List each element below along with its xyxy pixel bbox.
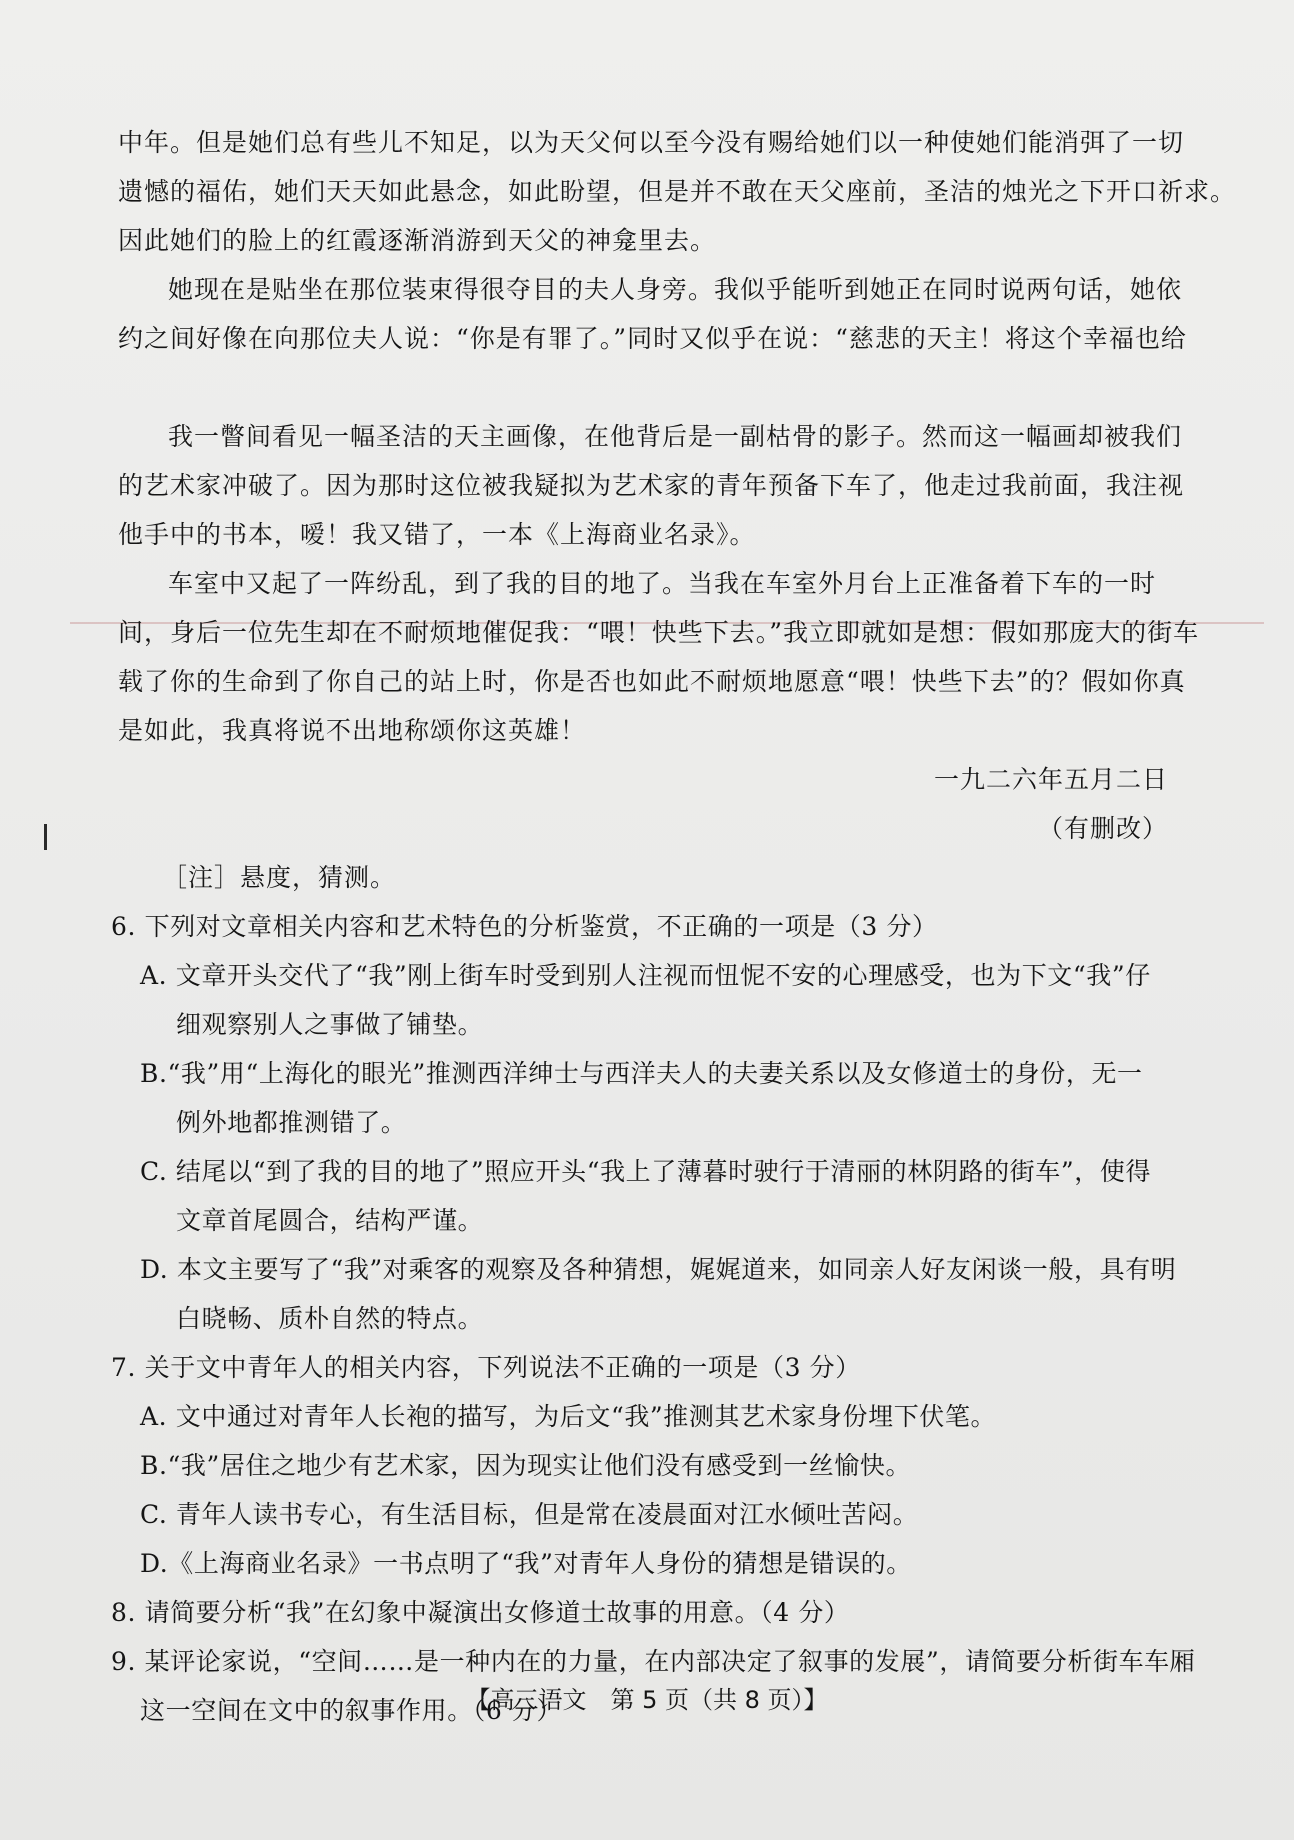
question-7 [111, 1343, 1168, 1588]
question-8: 8. 请简要分析“我”在幻象中凝演出女修道士故事的用意。（4 分） [111, 1598, 850, 1627]
option-c: C. 青年人读书专心，有生活目标，但是常在凌晨面对江水倾吐苦闷。 [140, 1500, 919, 1529]
text-line: 我一瞥间看见一幅圣洁的天主画像，在他背后是一副枯骨的影子。然而这一幅画却被我们 [168, 422, 1183, 451]
passage-paragraph-3 [118, 412, 1185, 559]
text-line: 是如此，我真将说不出地称颂你这英雄！ [118, 716, 587, 745]
option-a: A. 文中通过对青年人长袍的描写，为后文“我”推测其艺术家身份埋下伏笔。 [140, 1402, 997, 1431]
option-a-continued: 细观察别人之事做了铺垫。 [176, 1010, 484, 1039]
text-line: 的艺术家冲破了。因为那时这位被我疑拟为艺术家的青年预备下车了，他走过我前面，我注视 [118, 471, 1185, 500]
text-line: 间，身后一位先生却在不耐烦地催促我：“喂！快些下去。”我立即就如是想：假如那庞大的街车 [118, 618, 1200, 647]
text-line: 载了你的生命到了你自己的站上时，你是否也如此不耐烦地愿意“喂！快些下去”的？假如你真 [118, 667, 1186, 696]
text-line: 约之间好像在向那位夫人说：“你是有罪了。”同时又似乎在说：“慈悲的天主！将这个幸福也给 [118, 324, 1187, 353]
option-b: B.“我”居住之地少有艺术家，因为现实让他们没有感受到一丝愉快。 [140, 1451, 912, 1480]
option-d-continued: 白晓畅、质朴自然的特点。 [176, 1304, 484, 1333]
passage-paragraph-2 [118, 265, 1187, 363]
text-line: 中年。但是她们总有些儿不知足，以为天父何以至今没有赐给她们以一种使她们能消弭了一切 [118, 128, 1185, 157]
question-title-continued: 这一空间在文中的叙事作用。（6 分） [140, 1696, 563, 1725]
text-line: 他手中的书本，嗳！我又错了，一本《上海商业名录》。 [118, 520, 756, 549]
page-footer: 【高三语文 第 5 页（共 8 页）】 [466, 1686, 828, 1714]
question-6 [111, 902, 1177, 1343]
text-line: 她现在是贴坐在那位装束得很夺目的夫人身旁。我似乎能听到她正在同时说两句话，她依 [168, 275, 1183, 304]
option-a: A. 文章开头交代了“我”刚上街车时受到别人注视而忸怩不安的心理感受，也为下文“我”仔 [140, 961, 1151, 990]
passage-date: 一九二六年五月二日 [933, 765, 1168, 794]
option-d: D.《上海商业名录》一书点明了“我”对青年人身份的猜想是错误的。 [140, 1549, 912, 1578]
question-title: 7. 关于文中青年人的相关内容，下列说法不正确的一项是（3 分） [111, 1353, 861, 1382]
option-b: B.“我”用“上海化的眼光”推测西洋绅士与西洋夫人的夫妻关系以及女修道士的身份，无一 [140, 1059, 1143, 1088]
annotation-note: ［注］悬度，猜测。 [162, 863, 397, 892]
edited-note: （有删改） [1037, 814, 1168, 843]
question-title: 9. 某评论家说，“空间……是一种内在的力量，在内部决定了叙事的发展”，请简要分析街车车厢 [111, 1647, 1196, 1676]
question-title: 6. 下列对文章相关内容和艺术特色的分析鉴赏，不正确的一项是（3 分） [111, 912, 938, 941]
option-c: C. 结尾以“到了我的目的地了”照应开头“我上了薄暮时驶行于清丽的林阴路的街车”，使得 [140, 1157, 1152, 1186]
option-b-continued: 例外地都推测错了。 [176, 1108, 407, 1137]
passage-paragraph-1 [118, 118, 1237, 265]
page-content [111, 118, 1237, 1735]
text-line: 车室中又起了一阵纷乱，到了我的目的地了。当我在车室外月台上正准备着下车的一时 [168, 569, 1157, 598]
text-line: 遗憾的福佑，她们天天如此悬念，如此盼望，但是并不敢在天父座前，圣洁的烛光之下开口祈求。 [118, 177, 1237, 206]
option-d: D. 本文主要写了“我”对乘客的观察及各种猜想，娓娓道来，如同亲人好友闲谈一般，具有明 [140, 1255, 1177, 1284]
option-c-continued: 文章首尾圆合，结构严谨。 [176, 1206, 484, 1235]
margin-mark [44, 824, 47, 850]
blank-line [118, 363, 1168, 412]
text-line: 因此她们的脸上的红霞逐渐消游到天父的神龛里去。 [118, 226, 717, 255]
passage-paragraph-4 [118, 559, 1200, 755]
